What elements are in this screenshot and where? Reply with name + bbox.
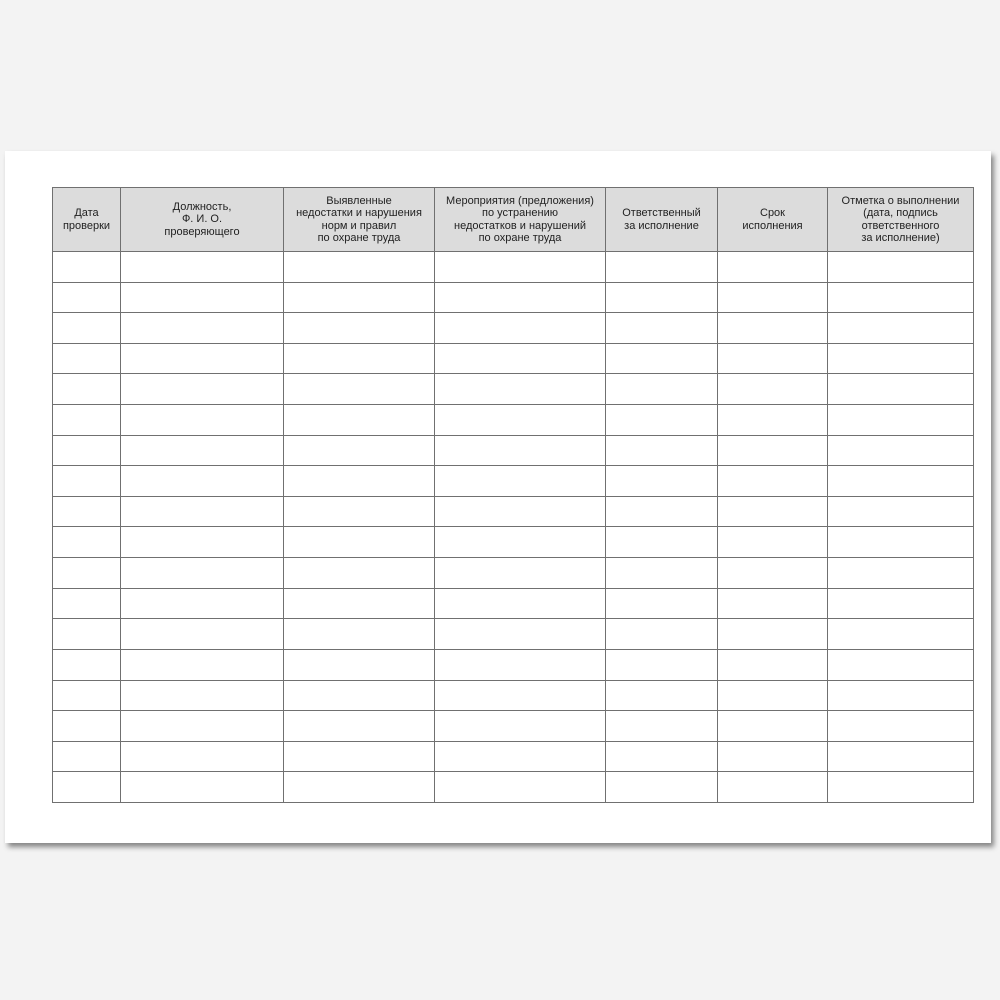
table-cell — [53, 772, 121, 803]
table-cell — [828, 772, 974, 803]
table-cell — [121, 343, 284, 374]
table-cell — [718, 772, 828, 803]
table-cell — [606, 680, 718, 711]
table-cell — [828, 405, 974, 436]
table-cell — [606, 558, 718, 589]
table-cell — [606, 588, 718, 619]
table-cell — [718, 313, 828, 344]
table-cell — [606, 649, 718, 680]
table-cell — [718, 435, 828, 466]
table-cell — [284, 374, 435, 405]
table-cell — [121, 588, 284, 619]
table-cell — [606, 741, 718, 772]
table-cell — [435, 711, 606, 742]
table-cell — [718, 405, 828, 436]
table-cell — [121, 374, 284, 405]
table-cell — [828, 619, 974, 650]
table-cell — [121, 741, 284, 772]
table-cell — [53, 527, 121, 558]
table-cell — [718, 619, 828, 650]
table-cell — [121, 527, 284, 558]
table-cell — [284, 619, 435, 650]
table-cell — [606, 343, 718, 374]
table-cell — [606, 405, 718, 436]
table-row — [53, 343, 974, 374]
table-cell — [718, 466, 828, 497]
table-cell — [828, 558, 974, 589]
table-header-row — [53, 188, 974, 252]
table-cell — [828, 711, 974, 742]
header-corrective-measures: Мероприятия (предложения) по устранению недостатков и нарушений по охране труда — [435, 188, 606, 252]
table-row — [53, 619, 974, 650]
table-cell — [718, 496, 828, 527]
table-cell — [718, 527, 828, 558]
table-cell — [53, 588, 121, 619]
table-row — [53, 772, 974, 803]
table-cell — [828, 741, 974, 772]
table-cell — [284, 496, 435, 527]
table-cell — [718, 588, 828, 619]
table-cell — [121, 680, 284, 711]
table-cell — [606, 496, 718, 527]
table-cell — [828, 680, 974, 711]
table-cell — [435, 527, 606, 558]
table-cell — [121, 496, 284, 527]
table-cell — [284, 558, 435, 589]
table-cell — [53, 711, 121, 742]
table-cell — [718, 649, 828, 680]
table-cell — [606, 527, 718, 558]
table-cell — [435, 619, 606, 650]
table-cell — [53, 374, 121, 405]
table-cell — [718, 374, 828, 405]
header-completion-mark: Отметка о выполнении (дата, подпись ответственного за исполнение) — [828, 188, 974, 252]
table-row — [53, 496, 974, 527]
table-cell — [606, 772, 718, 803]
table-cell — [828, 466, 974, 497]
table-cell — [121, 435, 284, 466]
table-cell — [284, 649, 435, 680]
table-cell — [435, 649, 606, 680]
table-cell — [121, 772, 284, 803]
table-body — [53, 252, 974, 803]
table-cell — [53, 649, 121, 680]
table-row — [53, 435, 974, 466]
table-cell — [284, 282, 435, 313]
table-cell — [121, 466, 284, 497]
table-cell — [284, 405, 435, 436]
table-cell — [284, 772, 435, 803]
table-cell — [435, 772, 606, 803]
table-cell — [435, 405, 606, 436]
table-cell — [53, 619, 121, 650]
table-cell — [606, 252, 718, 283]
table-row — [53, 313, 974, 344]
table-cell — [121, 282, 284, 313]
table-cell — [284, 466, 435, 497]
table-cell — [606, 711, 718, 742]
table-cell — [121, 649, 284, 680]
table-cell — [53, 680, 121, 711]
table-row — [53, 405, 974, 436]
table-cell — [53, 405, 121, 436]
table-cell — [53, 466, 121, 497]
table-cell — [121, 252, 284, 283]
table-row — [53, 252, 974, 283]
table-cell — [606, 282, 718, 313]
table-cell — [284, 313, 435, 344]
table-cell — [121, 558, 284, 589]
table-cell — [284, 435, 435, 466]
table-cell — [53, 496, 121, 527]
header-inspector-position-name: Должность, Ф. И. О. проверяющего — [121, 188, 284, 252]
table-cell — [53, 282, 121, 313]
table-cell — [718, 741, 828, 772]
table-cell — [606, 313, 718, 344]
form-sheet — [5, 151, 991, 843]
table-cell — [828, 282, 974, 313]
table-cell — [435, 313, 606, 344]
table-cell — [53, 343, 121, 374]
table-cell — [828, 343, 974, 374]
table-cell — [606, 435, 718, 466]
table-cell — [718, 711, 828, 742]
table-cell — [718, 282, 828, 313]
header-identified-violations: Выявленные недостатки и нарушения норм и правил по охране труда — [284, 188, 435, 252]
table-cell — [121, 313, 284, 344]
table-cell — [435, 435, 606, 466]
table-cell — [435, 680, 606, 711]
table-cell — [53, 741, 121, 772]
table-cell — [435, 252, 606, 283]
table-cell — [284, 588, 435, 619]
table-cell — [828, 313, 974, 344]
table-cell — [718, 680, 828, 711]
table-row — [53, 680, 974, 711]
table-cell — [828, 435, 974, 466]
table-row — [53, 527, 974, 558]
table-cell — [284, 711, 435, 742]
table-cell — [606, 466, 718, 497]
table-cell — [284, 741, 435, 772]
table-cell — [284, 343, 435, 374]
table-cell — [284, 527, 435, 558]
table-cell — [828, 588, 974, 619]
table-cell — [828, 496, 974, 527]
table-cell — [53, 252, 121, 283]
table-row — [53, 649, 974, 680]
table-cell — [435, 741, 606, 772]
table-row — [53, 466, 974, 497]
inspection-log-table — [52, 187, 974, 803]
table-cell — [53, 558, 121, 589]
table-cell — [284, 680, 435, 711]
table-cell — [828, 374, 974, 405]
table-row — [53, 374, 974, 405]
header-responsible-person: Ответственный за исполнение — [606, 188, 718, 252]
table-cell — [121, 619, 284, 650]
header-inspection-date: Дата проверки — [53, 188, 121, 252]
table-cell — [718, 343, 828, 374]
table-row — [53, 282, 974, 313]
table-cell — [828, 252, 974, 283]
header-deadline: Срок исполнения — [718, 188, 828, 252]
table-cell — [121, 711, 284, 742]
table-cell — [718, 252, 828, 283]
table-cell — [121, 405, 284, 436]
table-cell — [435, 558, 606, 589]
table-cell — [435, 466, 606, 497]
table-cell — [53, 435, 121, 466]
table-row — [53, 711, 974, 742]
table-row — [53, 558, 974, 589]
table-row — [53, 588, 974, 619]
table-cell — [435, 343, 606, 374]
table-cell — [606, 374, 718, 405]
table-cell — [53, 313, 121, 344]
table-cell — [828, 649, 974, 680]
table-cell — [828, 527, 974, 558]
table-cell — [435, 282, 606, 313]
table-cell — [435, 588, 606, 619]
table-cell — [606, 619, 718, 650]
table-cell — [718, 558, 828, 589]
table-cell — [435, 374, 606, 405]
table-row — [53, 741, 974, 772]
table-cell — [435, 496, 606, 527]
table-cell — [284, 252, 435, 283]
